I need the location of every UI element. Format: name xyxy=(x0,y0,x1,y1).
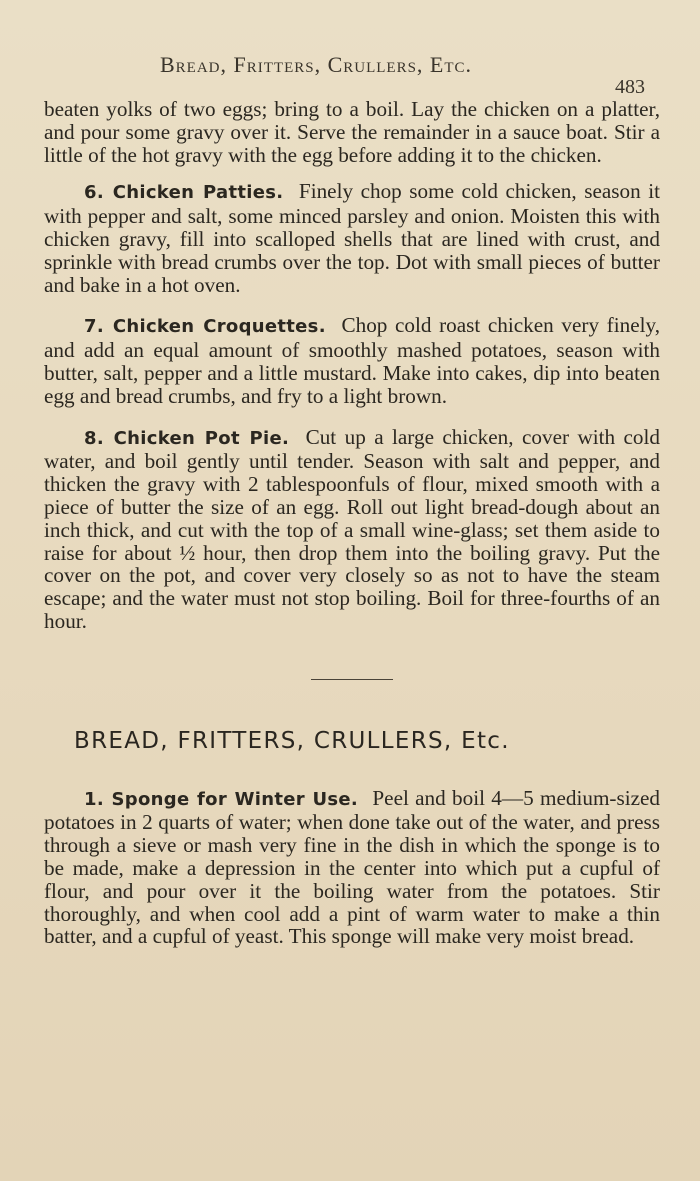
page-number: 483 xyxy=(615,76,645,98)
continuation-paragraph: beaten yolks of two eggs; bring to a boil. Lay the chicken on a platter, and pour some gravy over it. Serve the remainder in a sauce boat. Stir a little of the hot gravy with the egg before adding it to the chicken. xyxy=(44,97,660,167)
page-body xyxy=(44,98,660,948)
recipe-text: Peel and boil 4—5 medium-sized potatoes in 2 quarts of water; when done take out of the water, and press through a sieve or mash very fine in the dish in which the sponge is to be made, make a depression in the center into which put a cupful of flour, and pour over it the boiling water from the potatoes. Stir thoroughly, and when cool add a pint of warm water to make a thin batter, and a cupful of yeast. This sponge will make very moist bread. xyxy=(44,785,661,949)
recipe-title: 1. Sponge for Winter Use. xyxy=(84,788,359,810)
recipe-title: 8. Chicken Pot Pie. xyxy=(84,427,290,449)
recipe-chicken-patties xyxy=(44,180,660,296)
recipe-chicken-pot-pie xyxy=(44,426,660,633)
section-divider xyxy=(311,679,393,680)
recipe-sponge-for-winter-use xyxy=(44,787,660,949)
recipe-text: Chop cold roast chicken very finely, and add an equal amount of smoothly mashed potatoes, season with butter, salt, pepper and a little mustard. Make into cakes, dip into beaten egg and bread crumbs, and fry to a light brown. xyxy=(44,313,660,408)
section-heading: BREAD, FRITTERS, CRULLERS, Etc. xyxy=(74,727,510,754)
running-head: Bread, Fritters, Crullers, Etc. xyxy=(160,52,473,77)
recipe-title: 7. Chicken Croquettes. xyxy=(84,316,326,338)
recipe-text: Finely chop some cold chicken, season it with pepper and salt, some minced parsley and onion. Moisten this with chicken gravy, fill into scalloped shells that are lined with crust, and sprinkle with bread crumbs over the top. Dot with small pieces of butter and bake in a hot oven. xyxy=(44,179,660,297)
recipe-chicken-croquettes xyxy=(44,314,660,407)
recipe-title: 6. Chicken Patties. xyxy=(84,182,284,204)
recipe-text: Cut up a large chicken, cover with cold water, and boil gently until tender. Season with salt and pepper, and thicken the gravy with 2 tablespoonfuls of flour, mixed smooth with a piece of butter the size of an egg. Roll out light bread-dough about an inch thick, and cut with the top of a small wine-glass; set them aside to raise for about ½ hour, then drop them into the boiling gravy. Put the cover on the pot, and cover very closely so as not to have the steam escape; and the water must not stop boiling. Boil for three-fourths of an hour. xyxy=(44,424,661,633)
